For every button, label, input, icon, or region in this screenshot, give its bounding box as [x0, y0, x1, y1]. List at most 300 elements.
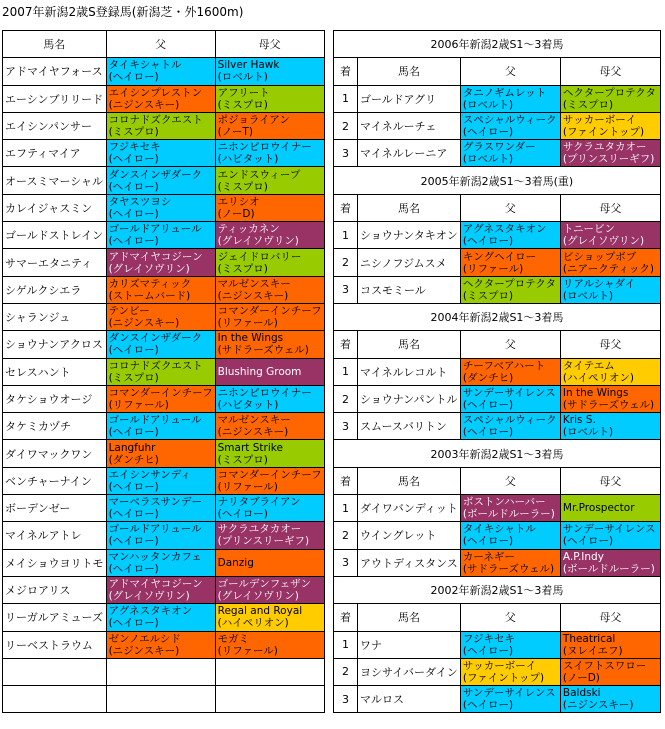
- horse-name: スイフトスワロー: [562, 659, 647, 672]
- column-header: 馬名: [358, 467, 461, 494]
- dam-sire-cell: [560, 358, 660, 385]
- lineage-note: (ヘイロー): [462, 426, 514, 439]
- horse-name: チーフベアハート: [462, 359, 546, 372]
- sire-cell: [106, 303, 215, 330]
- horse-name-cell: シャランジュ: [3, 303, 107, 330]
- rank-cell: 3: [334, 413, 358, 440]
- rank-cell: 1: [334, 222, 358, 249]
- horse-name: モガミ: [217, 632, 250, 645]
- horse-name-cell: ニシノフジムスメ: [358, 249, 461, 276]
- horse-name: エイシンサンディ: [108, 468, 191, 481]
- header-row: [334, 604, 661, 631]
- lineage-note: (ヘイロー): [108, 180, 159, 193]
- section-title: 2003年新潟2歳S1～3着馬: [334, 440, 661, 467]
- lineage-note: (リファール): [108, 399, 169, 411]
- sire-cell: [106, 249, 215, 276]
- sire-cell: [460, 413, 560, 440]
- header-row: [334, 58, 661, 85]
- table-row: [334, 140, 661, 167]
- sire-cell: [106, 276, 215, 303]
- dam-sire-cell: [215, 112, 324, 139]
- lineage-note: (ハイペリオン): [562, 371, 634, 384]
- table-row: [3, 167, 325, 194]
- header-row: [334, 331, 661, 358]
- table-row: [334, 222, 661, 249]
- horse-name-cell: コスモミール: [358, 276, 461, 303]
- column-header: 馬名: [358, 58, 461, 85]
- table-row: [3, 58, 325, 85]
- lineage-note: (ヘイロー): [108, 71, 159, 84]
- lineage-note: (ミスプロ): [217, 180, 268, 193]
- horse-name-cell: タケミカヅチ: [3, 413, 107, 440]
- lineage-note: (リファール): [462, 262, 524, 275]
- column-header: 母父: [560, 604, 660, 631]
- section-title-row: [334, 303, 661, 330]
- lineage-note: (ヘイロー): [462, 399, 514, 411]
- sire-cell: [460, 85, 560, 112]
- horse-name: グラスワンダー: [462, 141, 536, 154]
- sire-cell: [106, 194, 215, 221]
- table-row: [334, 522, 661, 549]
- table-row: [334, 495, 661, 522]
- table-row: [3, 522, 325, 549]
- column-header: 馬名: [358, 331, 461, 358]
- horse-name: Silver Hawk: [217, 59, 280, 72]
- horse-name: Mr.Prospector: [562, 502, 635, 515]
- horse-name: サンデーサイレンス: [462, 387, 556, 399]
- lineage-note: (ニジンスキー): [217, 426, 289, 439]
- lineage-note: (ミスプロ): [217, 453, 268, 466]
- table-row: [334, 249, 661, 276]
- horse-name: タニノギムレット: [462, 86, 547, 99]
- column-header: 母父: [560, 58, 660, 85]
- lineage-note: (ロベルト): [462, 98, 514, 111]
- lineage-note: (ニジンスキー): [562, 699, 634, 712]
- horse-name: アグネスタキオン: [108, 605, 193, 618]
- horse-name-cell: ゴールドストレイン: [3, 222, 107, 249]
- horse-name-cell: ベンチャーナイン: [3, 467, 107, 494]
- sire-cell: [106, 549, 215, 576]
- horse-name: サッカーボーイ: [462, 659, 537, 672]
- blank-cell: [215, 658, 324, 685]
- horse-name-cell: マイネルアトレ: [3, 522, 107, 549]
- lineage-note: (ノーD): [217, 207, 255, 220]
- horse-name-cell: ダイワマックワン: [3, 440, 107, 467]
- table-row: [3, 85, 325, 112]
- horse-name-cell: ヨシサイバーダイン: [358, 658, 461, 685]
- lineage-note: (ヘイロー): [462, 235, 514, 248]
- column-header: 父: [106, 31, 215, 58]
- rank-cell: 3: [334, 140, 358, 167]
- sire-cell: [106, 58, 215, 85]
- horse-name: Theatrical: [562, 632, 616, 645]
- blank-cell: [106, 658, 215, 685]
- lineage-note: (ハビタット): [217, 399, 279, 411]
- sire-cell: [106, 385, 215, 412]
- sire-cell: [106, 467, 215, 494]
- blank-cell: [3, 686, 107, 713]
- table-row: [334, 385, 661, 412]
- lineage-note: (ヘイロー): [108, 207, 159, 220]
- column-header: 父: [460, 194, 560, 221]
- dam-sire-cell: [215, 467, 324, 494]
- section-title: 2005年新潟2歳S1～3着馬(重): [334, 167, 661, 194]
- table-row: [334, 413, 661, 440]
- table-row: [3, 604, 325, 631]
- horse-name-cell: カレイジャスミン: [3, 194, 107, 221]
- horse-name: アグネスタキオン: [462, 223, 547, 236]
- horse-name: ゴールドアリュール: [108, 414, 202, 427]
- dam-sire-cell: [560, 249, 660, 276]
- horse-name: コマンダーインチーフ: [217, 468, 322, 481]
- rank-cell: 1: [334, 631, 358, 658]
- column-header: 父: [460, 604, 560, 631]
- horse-name-cell: ボーデンゼー: [3, 495, 107, 522]
- rank-cell: 3: [334, 686, 358, 713]
- lineage-note: (ノーT): [217, 126, 253, 139]
- horse-name: ボストンハーバー: [462, 496, 546, 509]
- horse-name: Smart Strike: [217, 441, 283, 454]
- horse-name-cell: メイショウヨリトモ: [3, 549, 107, 576]
- dam-sire-cell: [215, 358, 324, 385]
- lineage-note: (ヘイロー): [462, 535, 514, 548]
- dam-sire-cell: [215, 413, 324, 440]
- lineage-note: (ニジンスキー): [108, 98, 180, 111]
- sire-cell: [106, 522, 215, 549]
- lineage-note: (サドラーズウェル): [462, 562, 555, 575]
- sire-cell: [460, 112, 560, 139]
- table-row: [3, 467, 325, 494]
- table-row: [3, 112, 325, 139]
- horse-name-cell: ウイングレット: [358, 522, 461, 549]
- blank-cell: [3, 658, 107, 685]
- horse-name: Kris S.: [562, 414, 596, 427]
- lineage-note: (ニジンスキー): [108, 644, 180, 657]
- horse-name: ダンスインザダーク: [108, 168, 203, 181]
- horse-name: アフリート: [217, 86, 270, 99]
- sire-cell: [106, 222, 215, 249]
- lineage-note: (ミスプロ): [217, 262, 268, 275]
- past-results-table: [333, 30, 661, 713]
- dam-sire-cell: [560, 631, 660, 658]
- rank-cell: 2: [334, 385, 358, 412]
- registered-horses-table: [2, 30, 325, 713]
- horse-name: タイキシャトル: [462, 523, 536, 536]
- horse-name: A.P.Indy: [562, 550, 604, 563]
- column-header: 母父: [560, 194, 660, 221]
- lineage-note: (ファイントップ): [462, 671, 545, 684]
- horse-name-cell: ダイワバンディット: [358, 495, 461, 522]
- column-header: 馬名: [358, 604, 461, 631]
- horse-name: サンデーサイレンス: [462, 687, 556, 700]
- table-row: [3, 276, 325, 303]
- dam-sire-cell: [215, 385, 324, 412]
- sire-cell: [106, 631, 215, 658]
- column-header: 着: [334, 604, 358, 631]
- section-title-row: [334, 440, 661, 467]
- lineage-note: (ロベルト): [562, 426, 614, 439]
- sire-cell: [460, 549, 560, 576]
- sire-cell: [106, 413, 215, 440]
- lineage-note: (プリンスリーギフ): [217, 535, 310, 548]
- rank-cell: 3: [334, 549, 358, 576]
- dam-sire-cell: [560, 658, 660, 685]
- horse-name: In the Wings: [217, 332, 284, 345]
- dam-sire-cell: [560, 276, 660, 303]
- horse-name: マンハッタンカフェ: [108, 550, 202, 563]
- sire-cell: [460, 385, 560, 412]
- lineage-note: (ヘイロー): [108, 508, 159, 521]
- horse-name: キングヘイロー: [462, 250, 537, 263]
- dam-sire-cell: [560, 140, 660, 167]
- table-row: [3, 549, 325, 576]
- lineage-note: (サドラーズウェル): [217, 344, 309, 357]
- horse-name: コマンダーインチーフ: [108, 387, 213, 399]
- rank-cell: 2: [334, 522, 358, 549]
- table-row: [3, 440, 325, 467]
- dam-sire-cell: [560, 112, 660, 139]
- lineage-note: (ハビタット): [217, 153, 279, 166]
- lineage-note: (ヘイロー): [108, 344, 159, 357]
- sire-cell: [106, 140, 215, 167]
- rank-cell: 2: [334, 249, 358, 276]
- dam-sire-cell: [215, 303, 324, 330]
- table-row: [3, 495, 325, 522]
- dam-sire-cell: [215, 276, 324, 303]
- table-row: [334, 358, 661, 385]
- horse-name: スペシャルウィーク: [462, 414, 557, 427]
- sire-cell: [106, 331, 215, 358]
- table-row: [3, 413, 325, 440]
- lineage-note: (リファール): [217, 480, 278, 493]
- table-row: [3, 194, 325, 221]
- horse-name-cell: マイネルレコルト: [358, 358, 461, 385]
- dam-sire-cell: [215, 522, 324, 549]
- sire-cell: [106, 85, 215, 112]
- horse-name-cell: リーガルアミューズ: [3, 604, 107, 631]
- lineage-note: (ダンチヒ): [108, 453, 159, 466]
- horse-name-cell: ワナ: [358, 631, 461, 658]
- horse-name: サクラユタカオー: [562, 141, 647, 154]
- horse-name: カーネギー: [462, 550, 515, 563]
- horse-name: ジェイドロバリー: [217, 250, 302, 263]
- lineage-note: (リファール): [217, 317, 278, 330]
- lineage-note: (グレイソヴリン): [217, 235, 299, 248]
- horse-name: Regal and Royal: [217, 605, 303, 618]
- lineage-note: (グレイソヴリン): [217, 590, 299, 603]
- dam-sire-cell: [215, 576, 324, 603]
- lineage-note: (グレイソヴリン): [108, 590, 190, 603]
- table-row: [334, 85, 661, 112]
- dam-sire-cell: [215, 58, 324, 85]
- horse-name-cell: エフティマイア: [3, 140, 107, 167]
- sire-cell: [106, 604, 215, 631]
- lineage-note: (ロベルト): [562, 289, 614, 302]
- lineage-note: (ミスプロ): [217, 98, 268, 111]
- dam-sire-cell: [560, 222, 660, 249]
- horse-name: カリズマティック: [108, 277, 192, 290]
- horse-name: Baldski: [562, 687, 601, 700]
- lineage-note: (ミスプロ): [108, 371, 159, 384]
- table-row: [334, 686, 661, 713]
- dam-sire-cell: [560, 549, 660, 576]
- column-header: 着: [334, 331, 358, 358]
- horse-name: マーベラスサンデー: [108, 496, 203, 509]
- dam-sire-cell: [560, 413, 660, 440]
- blank-cell: [215, 686, 324, 713]
- horse-name: リアルシャダイ: [562, 277, 636, 290]
- sire-cell: [460, 140, 560, 167]
- blank-row: [3, 686, 325, 713]
- blank-row: [3, 658, 325, 685]
- lineage-note: (ロベルト): [217, 71, 268, 84]
- lineage-note: (ヘイロー): [108, 535, 159, 548]
- dam-sire-cell: [215, 249, 324, 276]
- sire-cell: [106, 576, 215, 603]
- horse-name: ヘクタープロテクタ: [462, 277, 557, 290]
- horse-name: ゴールデンフェザン: [217, 578, 311, 591]
- horse-name: コマンダーインチーフ: [217, 305, 322, 318]
- header-row: [334, 194, 661, 221]
- horse-name-cell: スムースバリトン: [358, 413, 461, 440]
- horse-name: エンドスウィープ: [217, 168, 301, 181]
- column-header: 母父: [560, 467, 660, 494]
- lineage-note: (ボールドルーラー): [462, 508, 555, 521]
- horse-name: タヤスツヨシ: [108, 195, 172, 208]
- column-header: 父: [460, 58, 560, 85]
- section-title: 2002年新潟2歳S1～3着馬: [334, 576, 661, 603]
- horse-name: アドマイヤコジーン: [108, 250, 203, 263]
- horse-name: スペシャルウィーク: [462, 114, 557, 127]
- horse-name: エイシンプレストン: [108, 86, 203, 99]
- horse-name: コロナドズクエスト: [108, 114, 203, 127]
- header-row: [334, 467, 661, 494]
- table-row: [3, 576, 325, 603]
- sire-cell: [106, 440, 215, 467]
- dam-sire-cell: [560, 522, 660, 549]
- column-header: 着: [334, 467, 358, 494]
- lineage-note: (ヘイロー): [108, 562, 159, 575]
- horse-name: Blushing Groom: [217, 365, 302, 378]
- lineage-note: (ヘイロー): [562, 535, 614, 548]
- horse-name-cell: メジロアリス: [3, 576, 107, 603]
- sire-cell: [460, 522, 560, 549]
- lineage-note: (ヘイロー): [108, 153, 159, 166]
- horse-name: ニホンピロウイナー: [217, 387, 312, 399]
- lineage-note: (ニアークティック): [562, 262, 654, 275]
- lineage-note: (ヘイロー): [462, 126, 514, 139]
- dam-sire-cell: [215, 495, 324, 522]
- dam-sire-cell: [215, 140, 324, 167]
- lineage-note: (ニジンスキー): [217, 289, 289, 302]
- lineage-note: (ヘイロー): [462, 644, 514, 657]
- rank-cell: 1: [334, 495, 358, 522]
- section-title-row: [334, 576, 661, 603]
- horse-name: ビショップボブ: [562, 250, 637, 263]
- lineage-note: (ダンチヒ): [462, 371, 514, 384]
- lineage-note: (ヘイロー): [217, 508, 268, 521]
- dam-sire-cell: [560, 385, 660, 412]
- horse-name: フジキセキ: [108, 141, 161, 154]
- dam-sire-cell: [560, 495, 660, 522]
- horse-name: ティッカネン: [217, 223, 280, 236]
- horse-name: アドマイヤコジーン: [108, 578, 203, 591]
- horse-name-cell: アウトディスタンス: [358, 549, 461, 576]
- horse-name: マルゼンスキー: [217, 414, 291, 427]
- horse-name: サッカーボーイ: [562, 114, 637, 127]
- dam-sire-cell: [215, 167, 324, 194]
- rank-cell: 3: [334, 276, 358, 303]
- horse-name: フジキセキ: [462, 632, 515, 645]
- horse-name-cell: アドマイヤフォース: [3, 58, 107, 85]
- column-header: 着: [334, 58, 358, 85]
- horse-name-cell: マイネルレーニア: [358, 140, 461, 167]
- horse-name: ヘクタープロテクタ: [562, 86, 657, 99]
- table-row: [3, 331, 325, 358]
- horse-name-cell: マイネルーチェ: [358, 112, 461, 139]
- horse-name-cell: マルロス: [358, 686, 461, 713]
- table-row: [3, 249, 325, 276]
- lineage-note: (ミスプロ): [562, 98, 614, 111]
- horse-name: タイキシャトル: [108, 59, 182, 72]
- horse-name-cell: タケショウオージ: [3, 385, 107, 412]
- sire-cell: [460, 686, 560, 713]
- lineage-note: (ミスプロ): [108, 126, 159, 139]
- horse-name: In the Wings: [562, 387, 629, 399]
- table-row: [334, 276, 661, 303]
- sire-cell: [460, 249, 560, 276]
- table-row: [3, 140, 325, 167]
- sire-cell: [106, 495, 215, 522]
- horse-name: ゼンノエルシド: [108, 632, 181, 645]
- lineage-note: (ヘイロー): [108, 617, 159, 630]
- horse-name-cell: ショウナンタキオン: [358, 222, 461, 249]
- column-header: 父: [460, 467, 560, 494]
- sire-cell: [460, 495, 560, 522]
- horse-name: Langfuhr: [108, 441, 156, 454]
- horse-name-cell: リーベストラウム: [3, 631, 107, 658]
- lineage-note: (ヘイロー): [462, 699, 514, 712]
- column-header: 母父: [560, 331, 660, 358]
- horse-name: コロナドズクエスト: [108, 359, 203, 372]
- section-title: 2004年新潟2歳S1～3着馬: [334, 303, 661, 330]
- blank-cell: [106, 686, 215, 713]
- table-row: [334, 658, 661, 685]
- lineage-note: (ヘイロー): [108, 480, 159, 493]
- column-header: 母父: [215, 31, 324, 58]
- lineage-note: (サドラーズウェル): [562, 399, 655, 411]
- lineage-note: (リファール): [217, 644, 278, 657]
- sire-cell: [460, 358, 560, 385]
- lineage-note: (ハイペリオン): [217, 617, 289, 630]
- header-row: [3, 31, 325, 58]
- horse-name-cell: ショウナンアクロス: [3, 331, 107, 358]
- rank-cell: 1: [334, 85, 358, 112]
- lineage-note: (ニジンスキー): [108, 317, 180, 330]
- dam-sire-cell: [560, 85, 660, 112]
- horse-name-cell: オースミマーシャル: [3, 167, 107, 194]
- sire-cell: [460, 658, 560, 685]
- column-header: 父: [460, 331, 560, 358]
- table-row: [3, 303, 325, 330]
- horse-name-cell: セレスハント: [3, 358, 107, 385]
- horse-name: マルゼンスキー: [217, 277, 291, 290]
- table-row: [334, 112, 661, 139]
- horse-name: ポジョライアン: [217, 114, 290, 127]
- horse-name: Danzig: [217, 556, 254, 569]
- rank-cell: 1: [334, 358, 358, 385]
- sire-cell: [460, 631, 560, 658]
